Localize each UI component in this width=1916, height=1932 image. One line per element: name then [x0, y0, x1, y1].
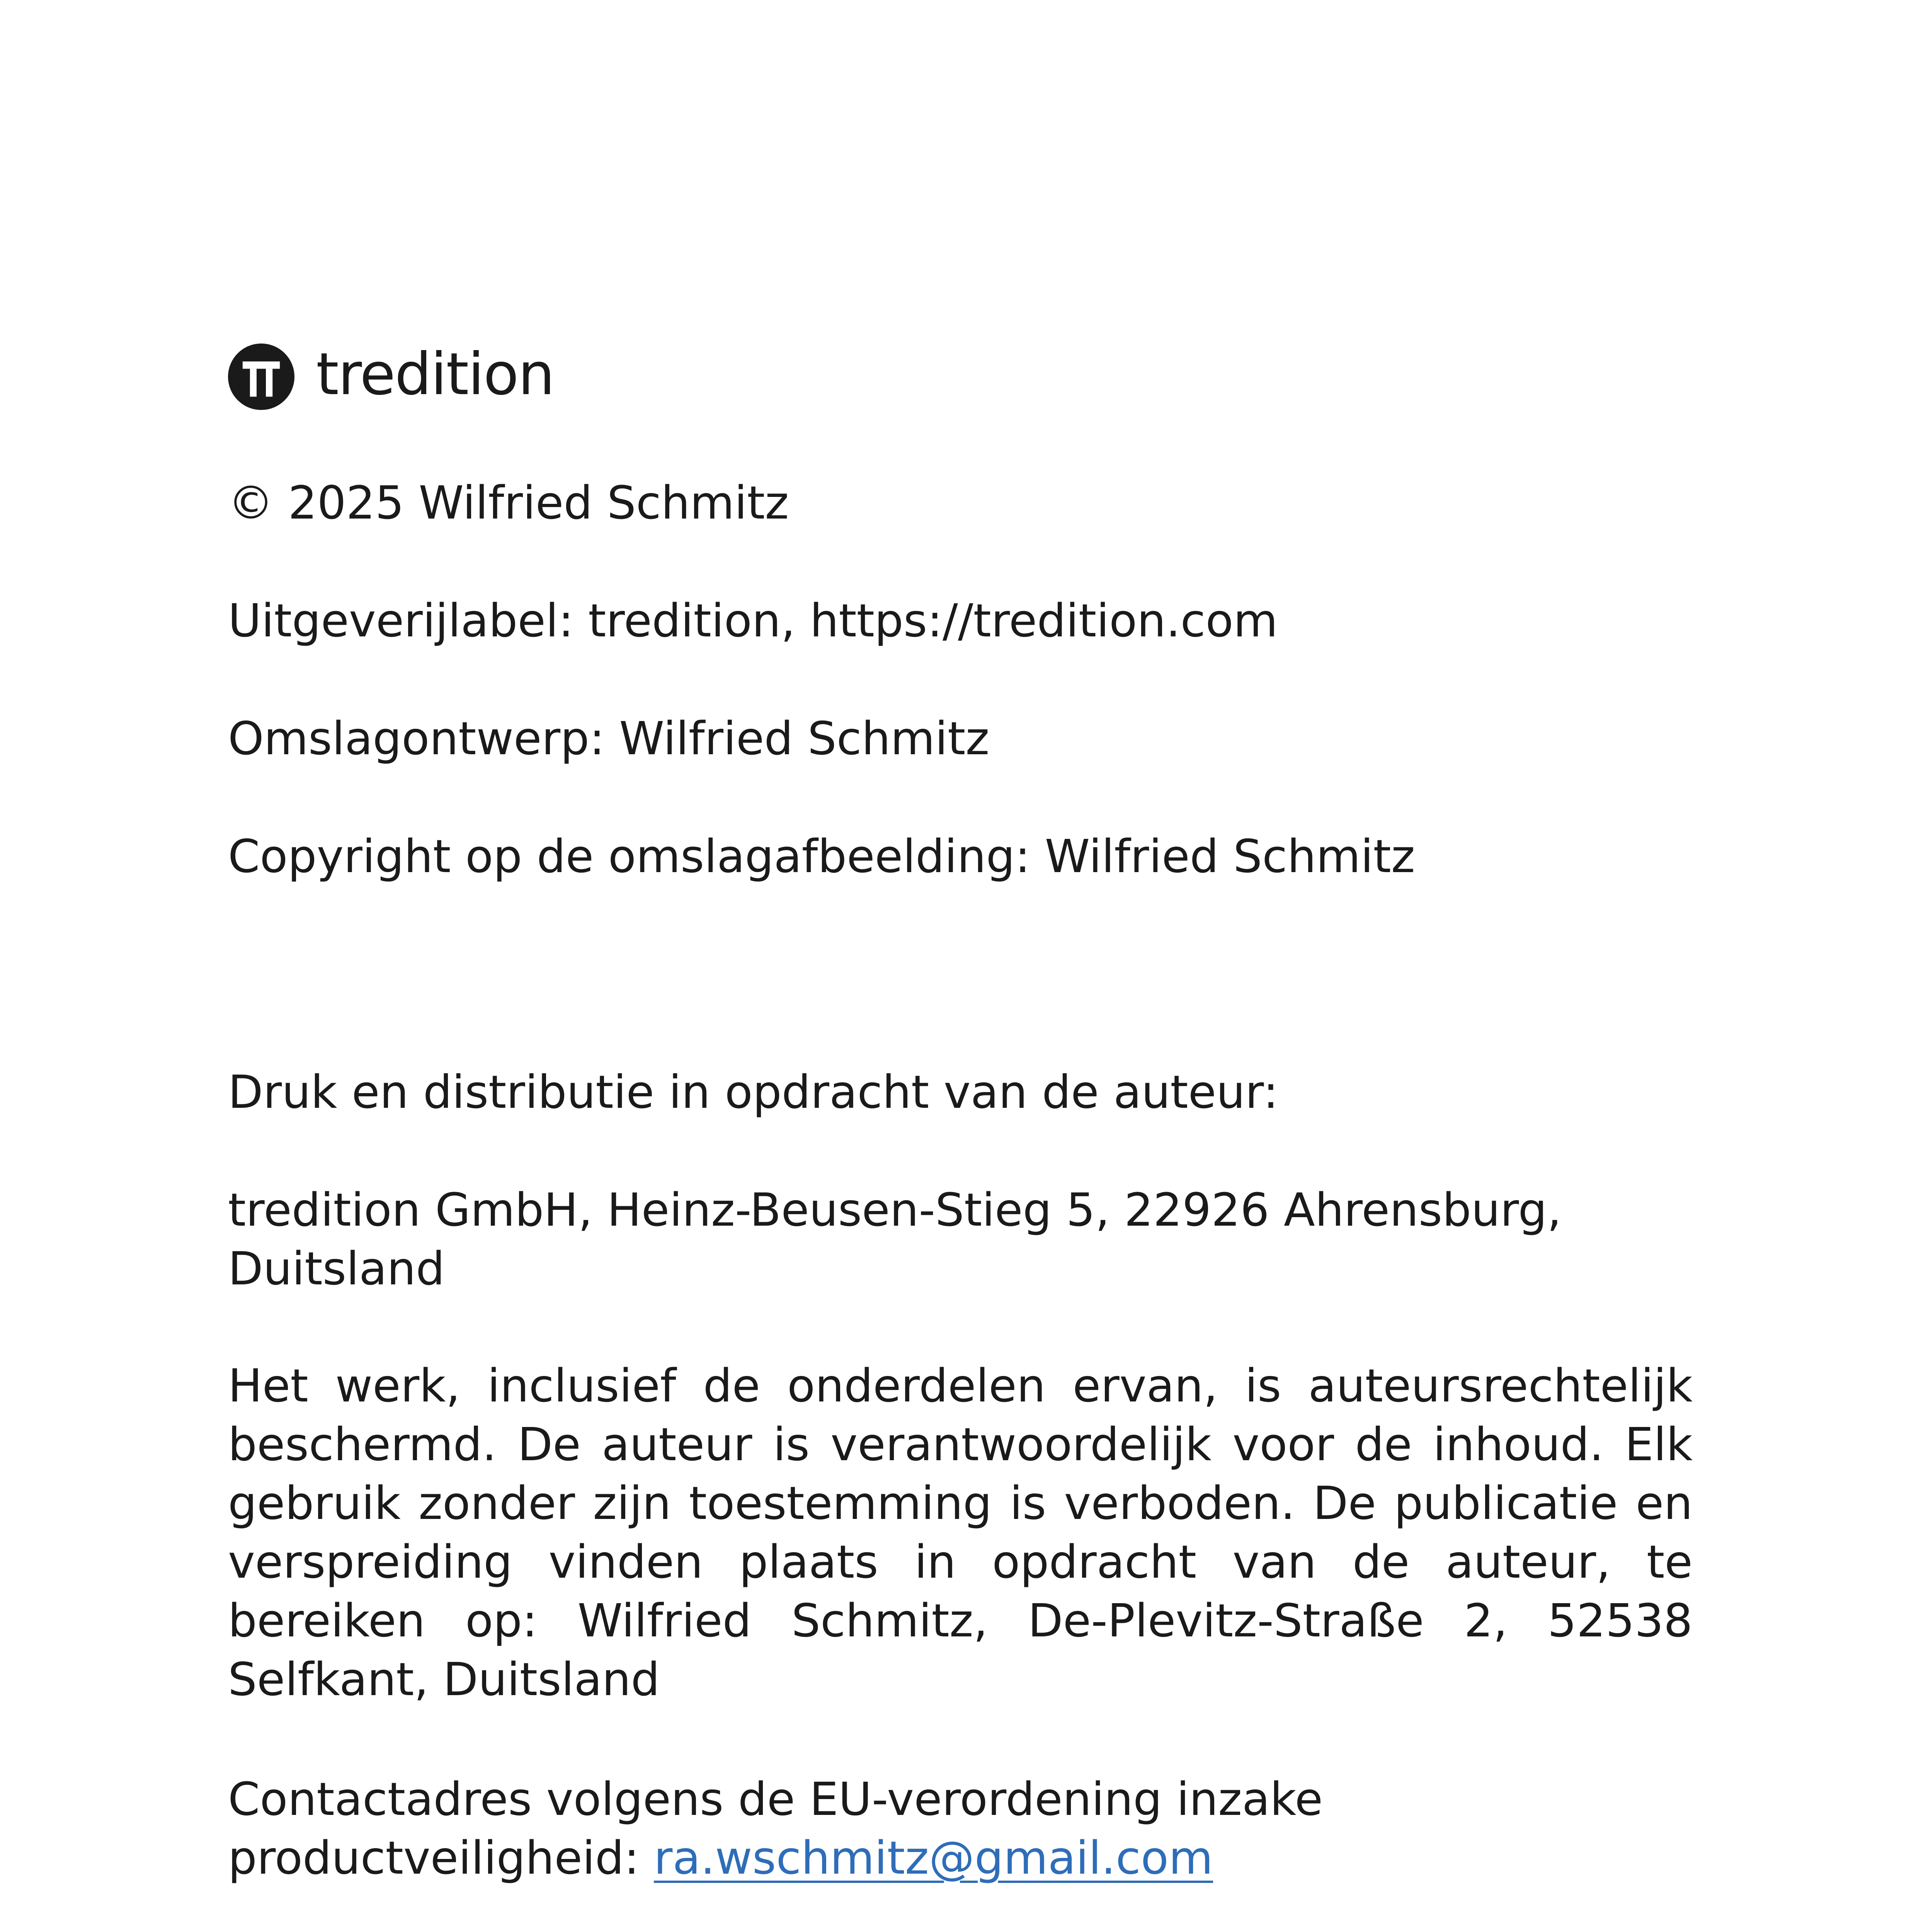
printing-heading: Druk en distributie in opdracht van de auteur: [228, 1065, 1279, 1119]
copyright-line: © 2025 Wilfried Schmitz [228, 476, 789, 529]
contact-block [228, 1770, 1693, 1887]
cover-image-copyright: Copyright op de omslagafbeelding: Wilfried Schmitz [228, 830, 1415, 883]
cover-design-credit: Omslagontwerp: Wilfried Schmitz [228, 712, 990, 765]
imprint-label: Uitgeverijlabel: tredition, https://tredition.com [228, 594, 1278, 647]
contact-prefix: productveiligheid: [228, 1831, 654, 1884]
contact-email-link[interactable]: ra.wschmitz@gmail.com [653, 1831, 1213, 1884]
tredition-logo-icon [228, 344, 294, 410]
printer-address [228, 1180, 1693, 1298]
printer-address-line-2: Duitsland [228, 1242, 445, 1295]
rights-paragraph: Het werk, inclusief de onderdelen ervan, is auteursrechtelijk beschermd. De auteur is verantwoordelijk voor de inhoud. Elk gebruik zonder zijn toestemming is verboden. De publicatie en verspreiding vinden plaats in opdracht van de auteur, te bereiken op: Wilfried Schmitz, De-Plevitz-Straße 2, 52538 Selfkant, Duitsland [228, 1359, 1693, 1706]
contact-line-2 [228, 1828, 1693, 1887]
printer-address-line-1: tredition GmbH, Heinz-Beusen-Stieg 5, 22926 Ahrensburg, [228, 1183, 1562, 1236]
logo-wordmark: tredition [316, 341, 554, 408]
publisher-logo [228, 340, 554, 413]
contact-line-1: Contactadres volgens de EU-verordening inzake [228, 1772, 1323, 1826]
